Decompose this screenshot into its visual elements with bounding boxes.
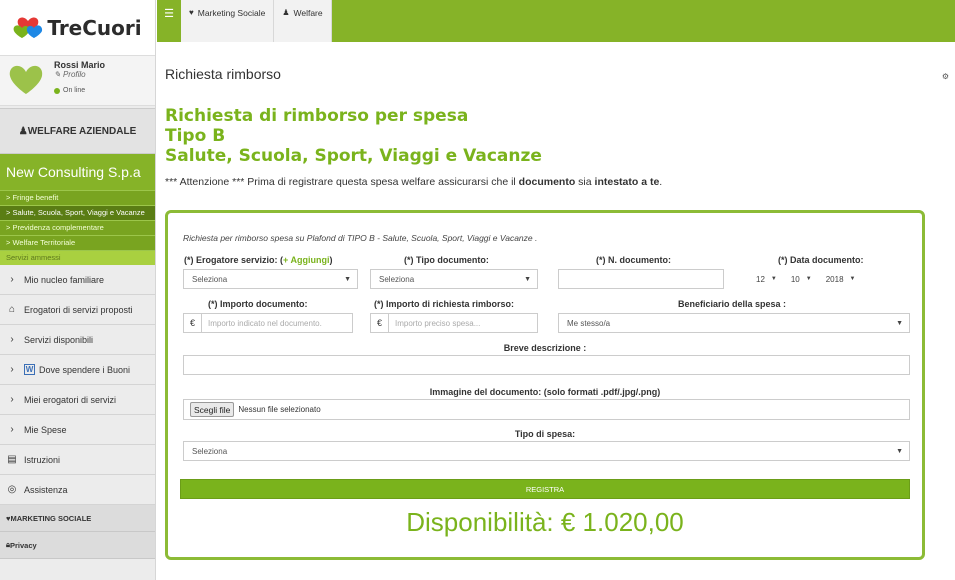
sidebar bbox=[0, 0, 156, 580]
nav-label: Assistenza bbox=[24, 484, 68, 495]
aggiungi-link[interactable]: + Aggiungi bbox=[283, 255, 330, 265]
request-heading bbox=[165, 106, 542, 166]
warning-text: *** Attenzione *** Prima di registrare questa spesa welfare assicurarsi che il documento sia intestato a te. bbox=[165, 176, 663, 188]
nav-label: Mie Spese bbox=[24, 424, 67, 435]
chevron-right-icon: › bbox=[10, 394, 14, 405]
profile-link[interactable] bbox=[54, 70, 105, 79]
lifebuoy-icon: ◎ bbox=[7, 484, 17, 495]
tipo-documento-select[interactable]: Seleziona ▼ bbox=[370, 269, 538, 289]
edit-icon: ✎ bbox=[54, 70, 63, 79]
online-status bbox=[54, 87, 105, 94]
privacy-label: Privacy bbox=[10, 540, 37, 550]
day-select[interactable]: 12 bbox=[756, 274, 765, 284]
nav-label: Dove spendere i Buoni bbox=[39, 364, 131, 375]
sidebar-item-tipo-b[interactable]: > Salute, Scuola, Sport, Viaggi e Vacanze bbox=[0, 205, 155, 220]
company-name[interactable]: New Consulting S.p.a bbox=[0, 154, 155, 190]
welfare-aziendale-header[interactable] bbox=[0, 108, 155, 154]
sidebar-item-welfare-territoriale[interactable]: > Welfare Territoriale bbox=[0, 235, 155, 250]
n-documento-input[interactable] bbox=[558, 269, 724, 289]
chevron-right-icon: › bbox=[10, 364, 14, 375]
euro-icon: € bbox=[371, 314, 389, 332]
w-badge-icon: W bbox=[25, 365, 34, 374]
dropdown-arrow-icon: ▼ bbox=[805, 276, 812, 282]
tipo-spesa-select[interactable]: Seleziona ▼ bbox=[183, 441, 910, 461]
file-status: Nessun file selezionato bbox=[238, 405, 321, 414]
sidebar-item-previdenza[interactable]: > Previdenza complementare bbox=[0, 220, 155, 235]
chevron-right-icon: › bbox=[10, 334, 14, 345]
logo[interactable] bbox=[0, 0, 155, 56]
logo-text: TreCuori bbox=[47, 15, 142, 40]
lock-icon: 🔒︎ bbox=[6, 540, 10, 549]
welfare-header-label: WELFARE AZIENDALE bbox=[27, 125, 137, 137]
online-dot-icon bbox=[54, 88, 60, 94]
heart-avatar-icon bbox=[6, 60, 46, 100]
dropdown-arrow-icon: ▼ bbox=[344, 275, 351, 283]
erogatore-label: (*) Erogatore servizio: (+ Aggiungi) bbox=[184, 255, 333, 265]
beneficiario-select[interactable]: Me stesso/a ▼ bbox=[558, 313, 910, 333]
breve-descrizione-label: Breve descrizione : bbox=[503, 343, 587, 353]
book-icon: ▤ bbox=[7, 454, 17, 465]
sidebar-item-mie-spese[interactable] bbox=[0, 415, 155, 445]
heart-icon: ♥ bbox=[6, 513, 11, 523]
data-documento-selects[interactable] bbox=[756, 269, 855, 289]
file-upload[interactable] bbox=[183, 399, 910, 420]
importo-rimborso-input[interactable]: € Importo preciso spesa... bbox=[370, 313, 538, 333]
sidebar-item-dove-spendere[interactable] bbox=[0, 355, 155, 385]
importo-documento-label: (*) Importo documento: bbox=[208, 299, 308, 309]
marketing-header-label: MARKETING SOCIALE bbox=[10, 513, 92, 523]
sidebar-item-fringe-benefit[interactable]: > Fringe benefit bbox=[0, 190, 155, 205]
sidebar-item-nucleo-familiare[interactable] bbox=[0, 265, 155, 295]
user-panel bbox=[0, 56, 155, 106]
hamburger-menu-icon[interactable]: ☰ bbox=[164, 8, 174, 20]
dropdown-arrow-icon: ▼ bbox=[896, 447, 903, 455]
settings-icon[interactable]: ⚙ bbox=[941, 72, 949, 81]
nav-label: Istruzioni bbox=[24, 454, 61, 465]
month-select[interactable]: 10 bbox=[790, 274, 800, 284]
breve-descrizione-input[interactable] bbox=[183, 355, 910, 375]
tipo-documento-label: (*) Tipo documento: bbox=[404, 255, 489, 265]
privacy-header[interactable] bbox=[0, 532, 155, 559]
users-icon: ♟ bbox=[18, 125, 28, 137]
building-icon: ⌂ bbox=[8, 304, 16, 315]
nav-label: Erogatori di servizi proposti bbox=[24, 304, 133, 315]
nav-label: Miei erogatori di servizi bbox=[24, 394, 117, 405]
heading-line-3: Salute, Scuola, Sport, Viaggi e Vacanze bbox=[165, 146, 542, 166]
tipo-spesa-label: Tipo di spesa: bbox=[514, 429, 576, 439]
data-documento-label: (*) Data documento: bbox=[778, 255, 864, 265]
sidebar-item-servizi-ammessi[interactable]: Servizi ammessi bbox=[0, 250, 155, 265]
dropdown-arrow-icon: ▼ bbox=[770, 276, 777, 282]
sidebar-item-servizi-disponibili[interactable] bbox=[0, 325, 155, 355]
heading-line-1: Richiesta di rimborso per spesa bbox=[165, 106, 469, 126]
importo-rimborso-label: (*) Importo di richiesta rimborso: bbox=[374, 299, 515, 309]
choose-file-button[interactable]: Scegli file bbox=[190, 402, 234, 417]
page-title: Richiesta rimborso bbox=[165, 66, 281, 82]
tab-label: Marketing Sociale bbox=[197, 8, 266, 18]
nav-label: Servizi disponibili bbox=[24, 334, 94, 345]
beneficiario-label: Beneficiario della spesa : bbox=[678, 299, 787, 309]
tab-welfare[interactable] bbox=[274, 0, 331, 42]
erogatore-select[interactable]: Seleziona ▼ bbox=[183, 269, 358, 289]
trecuori-logo-icon bbox=[13, 13, 43, 43]
profile-label: Profilo bbox=[62, 70, 86, 79]
chevron-right-icon: › bbox=[10, 274, 14, 285]
immagine-documento-label: Immagine del documento: (solo formati .pdf/.jpg/.png) bbox=[429, 387, 661, 397]
availability-amount: Disponibilità: € 1.020,00 bbox=[406, 507, 684, 537]
tab-label: Welfare bbox=[293, 8, 323, 18]
dropdown-arrow-icon: ▼ bbox=[849, 276, 856, 282]
sidebar-item-miei-erogatori[interactable] bbox=[0, 385, 155, 415]
nav-label: Mio nucleo familiare bbox=[24, 274, 105, 285]
marketing-sociale-header[interactable] bbox=[0, 505, 155, 532]
user-icon: ♟ bbox=[282, 8, 290, 17]
dropdown-arrow-icon: ▼ bbox=[524, 275, 531, 283]
n-documento-label: (*) N. documento: bbox=[596, 255, 671, 265]
tab-marketing-sociale[interactable] bbox=[181, 0, 274, 42]
reimbursement-form bbox=[165, 210, 925, 560]
dropdown-arrow-icon: ▼ bbox=[896, 319, 903, 327]
form-intro: Richiesta per rimborso spesa su Plafond di TIPO B - Salute, Scuola, Sport, Viaggi e Vacanze . bbox=[183, 233, 538, 243]
importo-documento-input[interactable]: € Importo indicato nel documento. bbox=[183, 313, 353, 333]
online-label: On line bbox=[63, 87, 86, 94]
user-name: Rossi Mario bbox=[54, 60, 106, 70]
sidebar-item-istruzioni[interactable] bbox=[0, 445, 155, 475]
chevron-right-icon: › bbox=[10, 424, 14, 435]
top-bar bbox=[157, 0, 955, 42]
sidebar-item-erogatori-proposti[interactable] bbox=[0, 295, 155, 325]
sidebar-item-assistenza[interactable] bbox=[0, 475, 155, 505]
euro-icon: € bbox=[184, 314, 202, 332]
heading-line-2: Tipo B bbox=[165, 126, 226, 146]
registra-button[interactable]: REGISTRA bbox=[180, 479, 910, 499]
year-select[interactable]: 2018 bbox=[825, 274, 844, 284]
heart-icon: ♥ bbox=[189, 8, 194, 17]
